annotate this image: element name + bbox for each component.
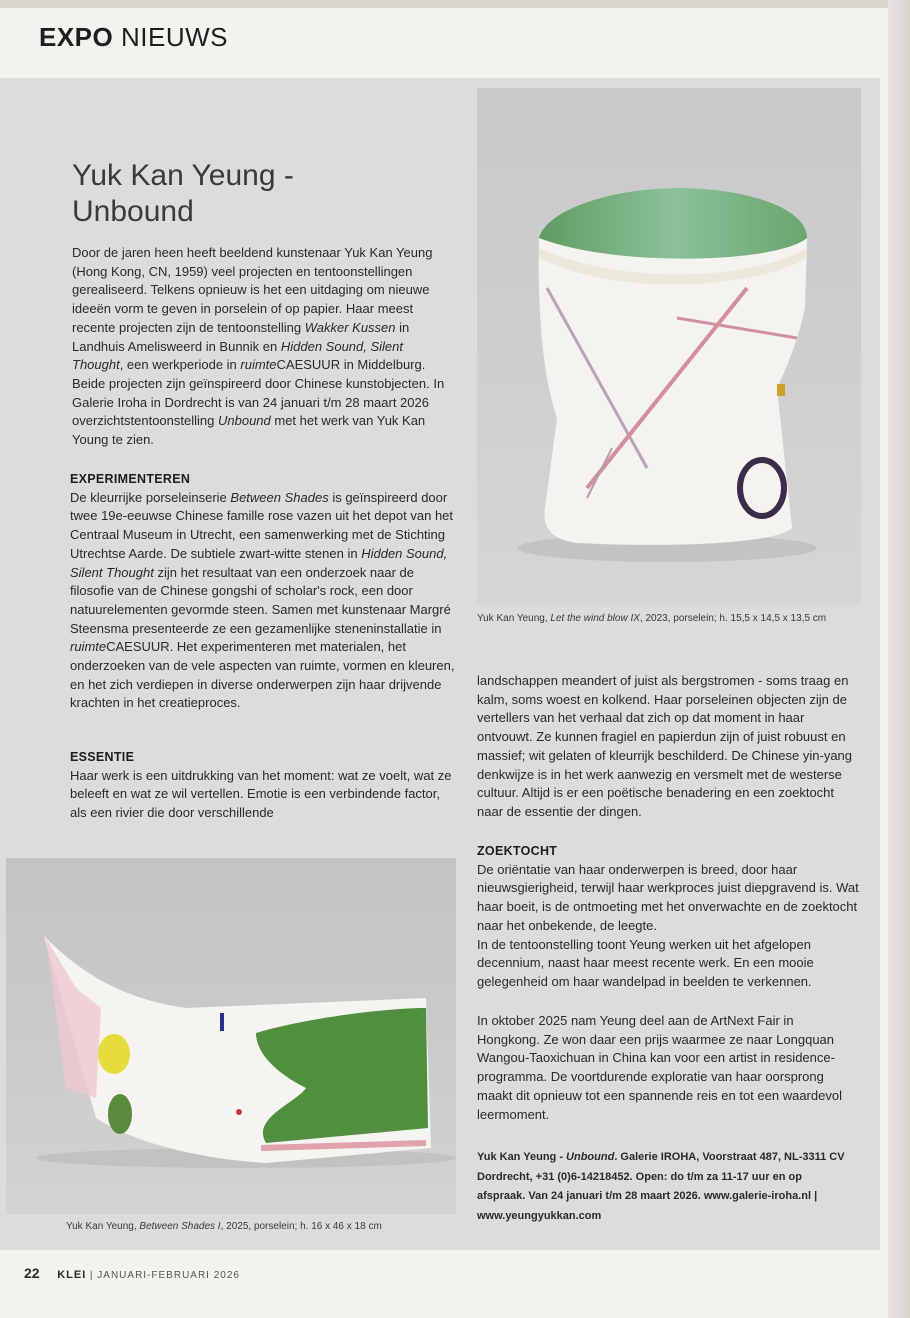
zoektocht-p3: In oktober 2025 nam Yeung deel aan de ArtNext Fair in Hongkong. Ze won daar een prijs waarmee ze naar Longquan Wangou-Taoxichuan in China kan voor een artist in residence-programma. De voortdurende exploratie van haar oorsprong maakt dit opnieuw tot een spannende reis en tot een waardevol leermoment. bbox=[477, 1013, 842, 1122]
zoektocht-p2: In de tentoonstelling toont Yeung werken uit het afgelopen decennium, naast haar meest recente werk. En een mooie gelegenheid om haar wandelpad in beelden te verkennen. bbox=[477, 936, 814, 989]
page-footer bbox=[24, 1265, 240, 1281]
section-header-light: NIEUWS bbox=[120, 22, 228, 52]
intro-text-5: met het werk van Yuk Kan Young te zien. bbox=[72, 413, 426, 448]
section-header bbox=[39, 22, 228, 53]
experimenteren-section bbox=[70, 470, 456, 713]
intro-italic-4: Unbound bbox=[217, 413, 271, 429]
info-title: Unbound bbox=[566, 1151, 615, 1163]
zoektocht-section bbox=[477, 842, 859, 992]
page-number: 22 bbox=[24, 1265, 40, 1281]
intro-italic-3: ruimte bbox=[240, 357, 277, 373]
page-binding-edge bbox=[888, 0, 910, 1318]
continued-paragraph: landschappen meandert of juist als bergstromen - soms traag en kalm, soms woest en kolkend. Haar porseleinen objecten zijn de vertellers van het verhaal dat zich op dat moment in haar ontvouwt. Ze kunnen fragiel en papierdun zijn of juist robuust en massief; wit gelaten of kleurrijk beschilderd. De Chinese yin-yang denkwijze is in het werk aanwezig en versmelt met de westerse cultuur. Altijd is er een poëtische benadering en een zoektocht naar de essentie der dingen. bbox=[477, 673, 853, 819]
exp-text-2: is geïnspireerd door twee 19e-eeuwse Chinese famille rose vazen uit het depot van het Centraal Museum in Utrecht, een samenwerking met de Stichting Utrechtse Aarde. De subtiele zwart-witte stenen in bbox=[70, 489, 454, 561]
caption1-text-1: Yuk Kan Yeung, bbox=[477, 613, 551, 624]
intro-text-4: CAESUUR in Middelburg. Beide projecten zijn geïnspireerd door Chinese kunstobjecten. In Galerie Iroha in Dordrecht is van 24 januari t/m 28 maart 2026 overzichtstentoonstelling bbox=[72, 357, 445, 429]
photo-let-the-wind-blow bbox=[477, 88, 861, 605]
footer-separator: | bbox=[89, 1270, 98, 1281]
experimenteren-heading: EXPERIMENTEREN bbox=[70, 472, 191, 486]
essentie-section bbox=[70, 748, 456, 823]
vase-illustration bbox=[477, 88, 861, 605]
exp-italic-1: Between Shades bbox=[230, 489, 329, 505]
caption1-title: Let the wind blow IX bbox=[550, 613, 640, 624]
caption-photo-2 bbox=[66, 1221, 382, 1232]
exp-italic-2: Hidden Sound, Silent Thought bbox=[70, 545, 448, 580]
magazine-name: KLEI bbox=[57, 1269, 87, 1281]
caption2-text-2: , 2025, porselein; h. 16 x 46 x 18 cm bbox=[220, 1221, 382, 1232]
section-header-bold: EXPO bbox=[39, 22, 114, 52]
zoektocht-p1: De oriëntatie van haar onderwerpen is breed, door haar nieuwsgierigheid, terwijl haar werkproces juist diepgravend is. Wat haar boeit, is de ontmoeting met het onverwachte en de zoektocht naar het onbekende, de leegte. bbox=[477, 861, 859, 933]
caption2-title: Between Shades I bbox=[139, 1221, 221, 1232]
page-top-edge bbox=[0, 0, 910, 8]
essentie-text: Haar werk is een uitdrukking van het moment: wat ze voelt, wat ze beleeft en wat ze wil vertellen. Emotie is een verbindende factor, als een rivier die door verschillende bbox=[70, 767, 452, 821]
exp-italic-3: ruimte bbox=[70, 639, 107, 655]
intro-text-1: Door de jaren heen heeft beeldend kunstenaar Yuk Kan Yeung (Hong Kong, CN, 1959) veel projecten en tentoonstellingen gerealiseerd. Telkens opnieuw is het een uitdaging om nieuwe ideeën vorm te geven in porselein of op papier. Haar meest recente projecten zijn de tentoonstelling bbox=[72, 245, 433, 335]
info-text-2: . Galerie IROHA, Voorstraat 487, NL-3311 CV Dordrecht, +31 (0)6-14218452. Open: do t/m za 11-17 uur en op afspraak. Van 24 januari t/m 28 maart 2026. www.galerie-iroha.nl | www.yeungyukkan.com bbox=[477, 1151, 845, 1222]
caption-photo-1 bbox=[477, 613, 826, 624]
issue-date: JANUARI-FEBRUARI 2026 bbox=[97, 1270, 240, 1281]
caption1-text-2: , 2023, porselein; h. 15,5 x 14,5 x 13,5 cm bbox=[639, 613, 827, 624]
intro-italic-2: Hidden Sound, Silent Thought bbox=[72, 338, 404, 373]
intro-text-3: , een werkperiode in bbox=[119, 357, 241, 373]
caption2-text-1: Yuk Kan Yeung, bbox=[66, 1221, 140, 1232]
exp-text-4: CAESUUR. Het experimenteren met materialen, het onderzoeken van de vele aspecten van ruimte, vormen en kleuren, en het zich verdiepen in diverse onderwerpen zijn haar drijvende krachten in het creatieproces. bbox=[70, 639, 455, 711]
zoektocht-heading: ZOEKTOCHT bbox=[477, 844, 558, 858]
exp-text-3: zijn het resultaat van een onderzoek naar de filosofie van de Chinese gongshi of scholar's rock, een door natuurelementen gevormde steen. Samen met kunstenaar Margré Steensma presenteerde ze een gezamenlijke steneninstallatie in bbox=[70, 564, 451, 636]
intro-italic-1: Wakker Kussen bbox=[304, 319, 396, 335]
photo-between-shades bbox=[6, 858, 456, 1214]
intro-paragraph bbox=[72, 244, 454, 450]
exp-text-1: De kleurrijke porseleinserie bbox=[70, 489, 231, 505]
info-text-1: Yuk Kan Yeung - bbox=[477, 1151, 567, 1163]
between-shades-illustration bbox=[6, 858, 456, 1214]
intro-text-2: in Landhuis Amelisweerd in Bunnik en bbox=[72, 319, 410, 354]
exhibition-info bbox=[477, 1148, 847, 1226]
essentie-heading: ESSENTIE bbox=[70, 750, 135, 764]
article-headline: Yuk Kan Yeung - Unbound bbox=[72, 159, 294, 229]
zoektocht-p3-block bbox=[477, 1012, 859, 1124]
